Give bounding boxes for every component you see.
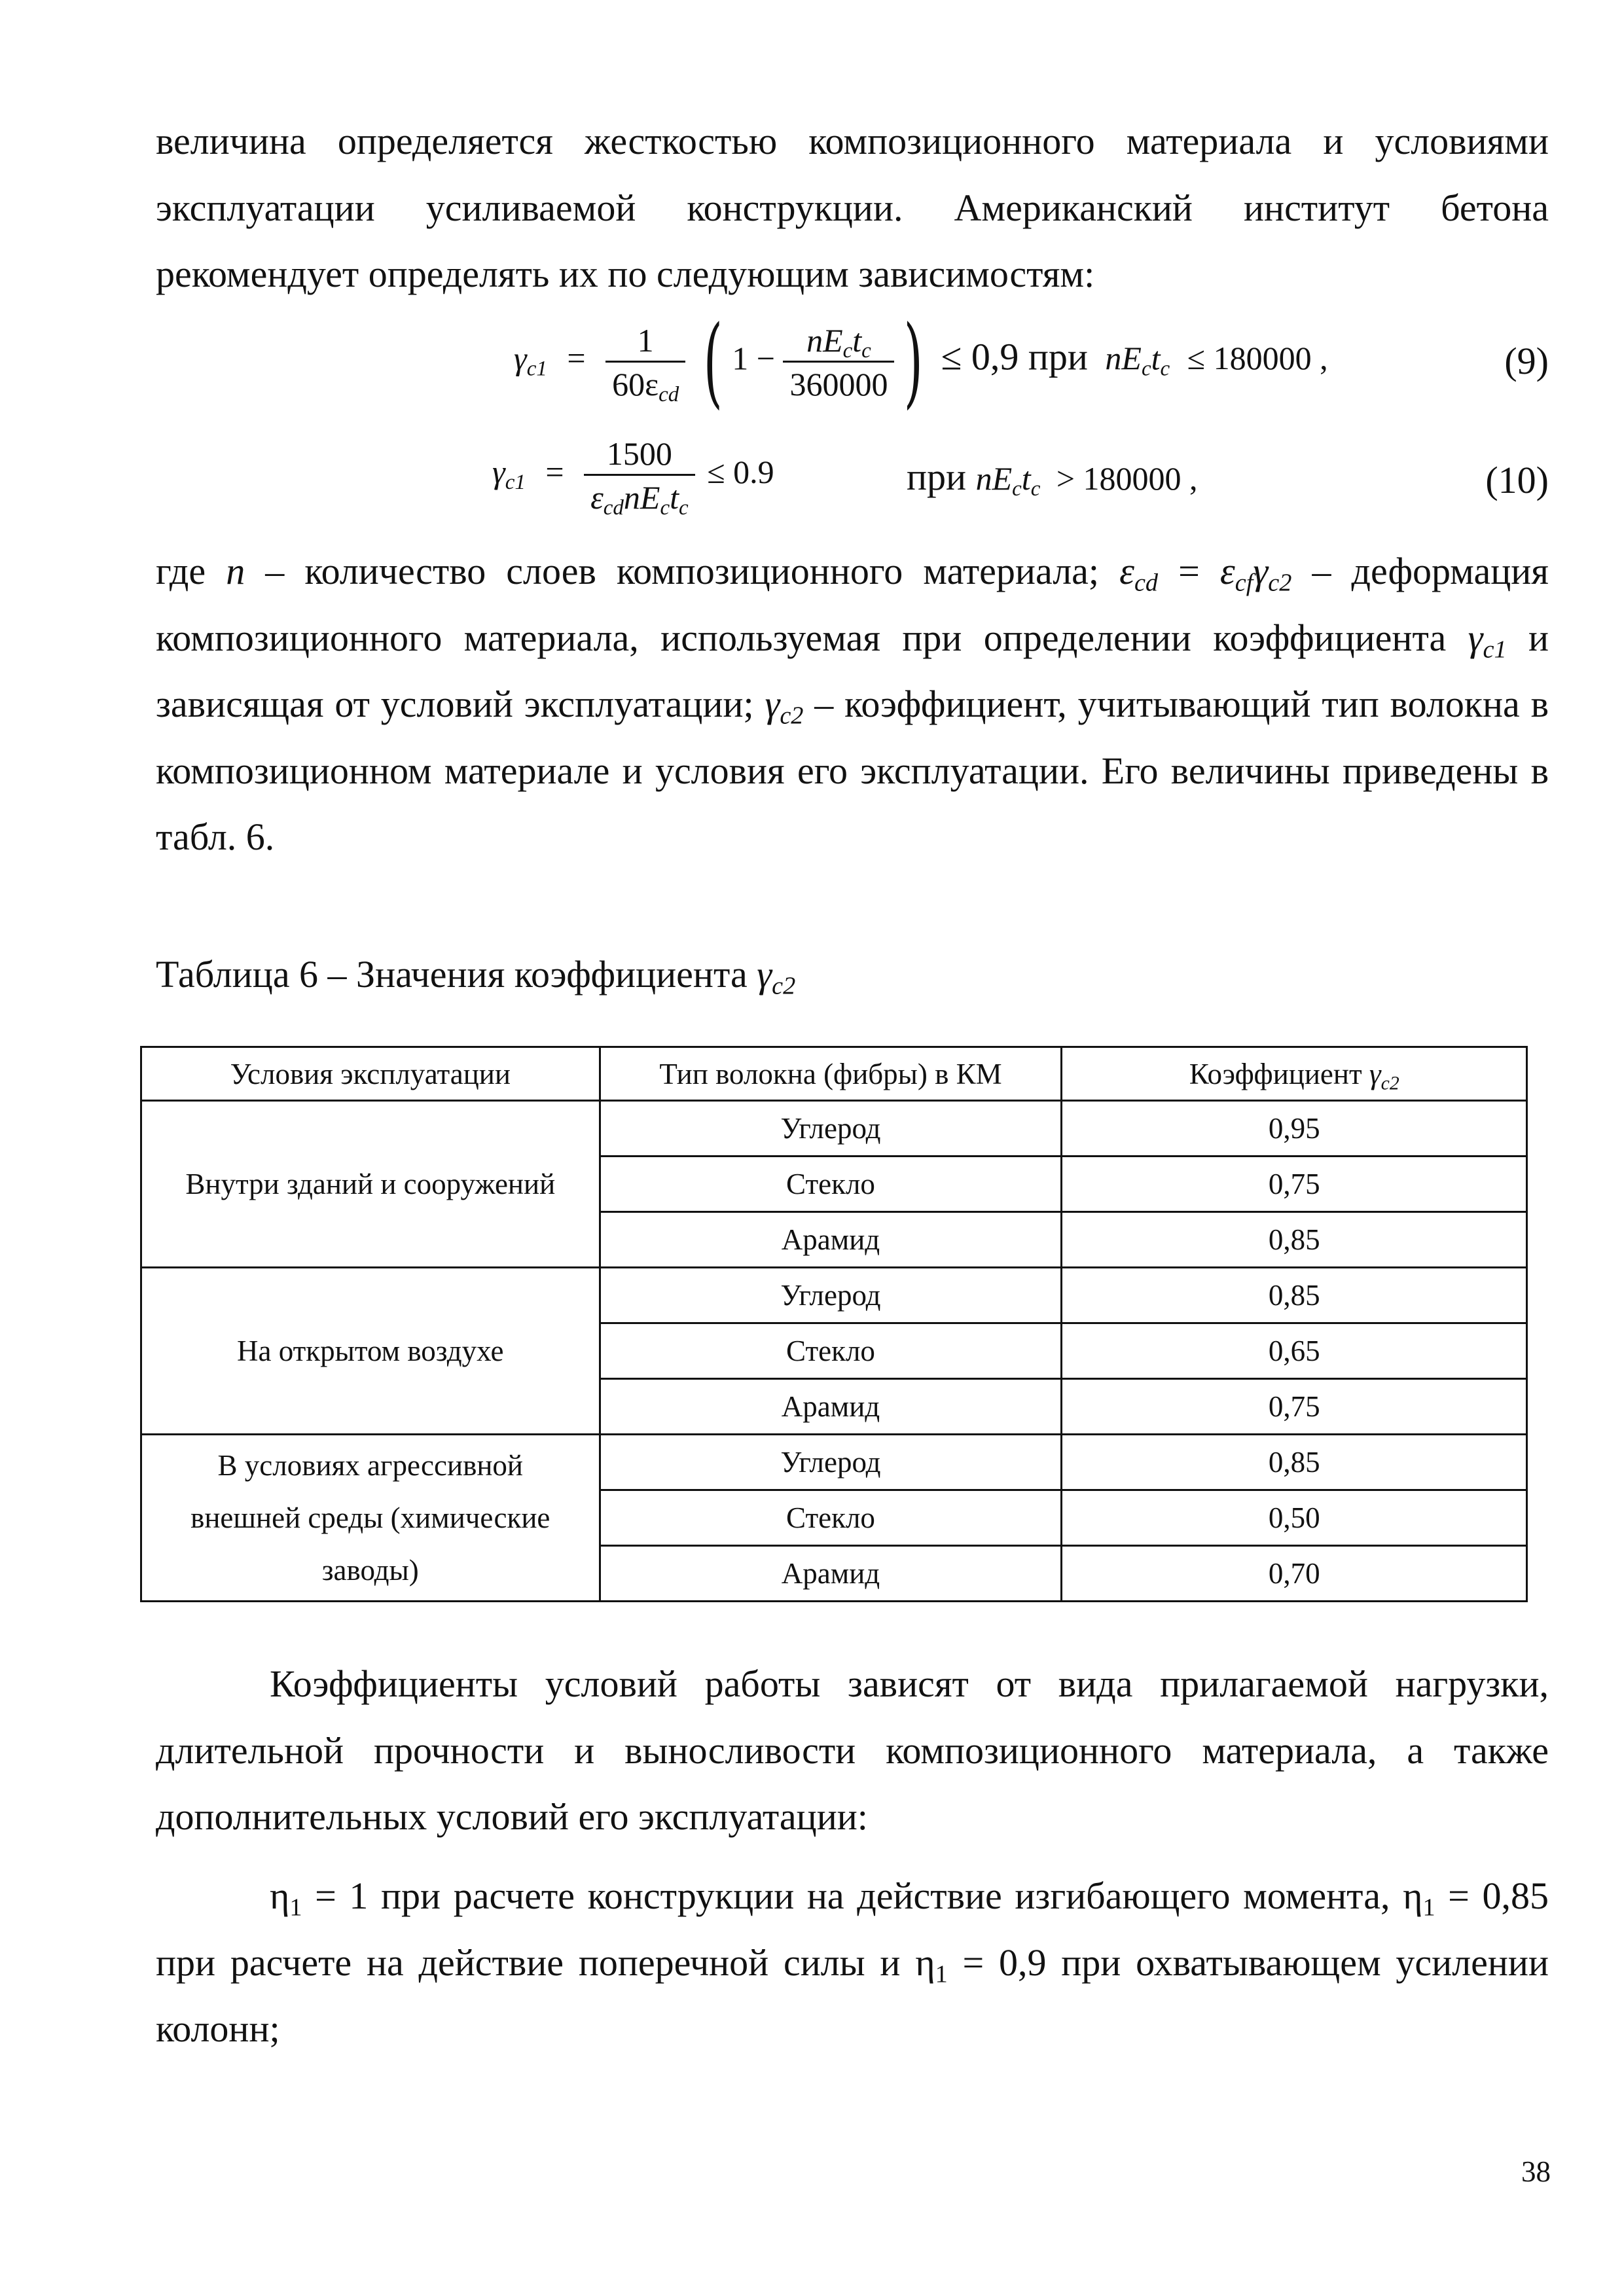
- coefficients-table: [140, 1046, 1528, 1602]
- page-number: 38: [1521, 2155, 1551, 2188]
- p2-text-5: и зависящая от условий эксплуатации;: [156, 616, 1549, 725]
- fiber-cell: Углерод: [600, 1268, 1062, 1323]
- caption-gamma-sub: c2: [772, 972, 796, 1000]
- inner-numerator: [783, 321, 894, 363]
- table-row: [141, 1101, 1527, 1157]
- p2-gamma-c2-sub: c2: [780, 702, 804, 730]
- p2-text-1: где: [156, 550, 226, 592]
- condition-sub1: c: [1012, 477, 1022, 501]
- paragraph-intro-text: величина определяется жесткостью композиционного материала и условиями эксплуатации усиливаемой конструкции. Американский институт бетона рекомендует определять их по следующим зависимостям:: [156, 120, 1549, 295]
- inner-denominator: 360000: [789, 365, 888, 403]
- den-sub2: c: [660, 496, 670, 520]
- condition-text: nE: [975, 460, 1013, 497]
- den-text: 60ε: [612, 365, 659, 403]
- eta-subscript: 1: [289, 1893, 302, 1922]
- p2-text-3: =: [1158, 550, 1220, 592]
- header-coefficient-text: Коэффициент: [1189, 1057, 1369, 1090]
- condition-text: nE: [1105, 340, 1142, 377]
- equation-number-9: (9): [1504, 340, 1549, 382]
- p2-gamma-c1: γ: [1468, 616, 1483, 659]
- coefficient-cell: 0,85: [1062, 1212, 1527, 1268]
- equation-number-10: (10): [1485, 459, 1549, 501]
- fraction-numerator: 1500: [584, 437, 695, 476]
- fraction-denominator: [605, 363, 685, 406]
- condition-relation: > 180000 ,: [1056, 460, 1198, 497]
- eta-symbol: η: [1403, 1874, 1423, 1917]
- relation-text: ≤ 0,9 при: [941, 335, 1088, 378]
- p2-eps-cd: ε: [1119, 550, 1134, 592]
- p2-eps-cd-sub: cd: [1134, 569, 1159, 597]
- one-minus: 1 −: [732, 340, 775, 377]
- p2-gamma-sub: c2: [1268, 569, 1292, 597]
- left-paren: (: [703, 305, 723, 419]
- p4-text-3: = 0,9 при охватывающем усилении колонн;: [156, 1941, 1549, 2050]
- fraction-numerator: 1: [605, 324, 685, 363]
- coefficient-cell: 0,85: [1062, 1268, 1527, 1323]
- right-paren: ): [904, 305, 924, 419]
- header-conditions: Условия эксплуатации: [141, 1047, 600, 1101]
- condition-relation: ≤ 180000 ,: [1187, 340, 1328, 377]
- header-coefficient: [1062, 1047, 1527, 1101]
- eta-subscript: 1: [935, 1960, 948, 1988]
- p2-n: n: [226, 550, 245, 592]
- gamma-subscript: c1: [505, 471, 526, 495]
- p2-text-4: – деформация композиционного материала, используемая при определении коэффициента: [156, 550, 1549, 659]
- caption-gamma: γ: [757, 953, 772, 996]
- fiber-cell: Арамид: [600, 1379, 1062, 1435]
- condition-cell: На открытом воздухе: [141, 1268, 600, 1435]
- p2-text-2: – количество слоев композиционного материала;: [245, 550, 1120, 592]
- den-sub3: c: [679, 496, 689, 520]
- condition-sub2: c: [1160, 357, 1170, 381]
- fiber-cell: Арамид: [600, 1212, 1062, 1268]
- eta-symbol: η: [270, 1874, 290, 1917]
- inner-num-sub2: c: [861, 338, 871, 363]
- condition-line-1: В условиях агрессивной: [217, 1449, 523, 1482]
- p2-eps-cf-sub: cf: [1235, 569, 1254, 597]
- fraction-2: [783, 321, 894, 403]
- p2-eps-cf: ε: [1219, 550, 1235, 592]
- eta-subscript: 1: [1422, 1893, 1435, 1922]
- den-subscript: cd: [659, 382, 679, 406]
- fiber-cell: Стекло: [600, 1323, 1062, 1379]
- fiber-cell: Стекло: [600, 1490, 1062, 1546]
- gamma-symbol: γ: [492, 453, 505, 490]
- equals-sign: =: [567, 340, 586, 377]
- inner-num-sub1: c: [842, 338, 853, 363]
- coefficient-cell: 0,95: [1062, 1101, 1527, 1157]
- relation-text: ≤ 0.9: [707, 453, 774, 490]
- fiber-cell: Углерод: [600, 1435, 1062, 1490]
- p4-text-1: = 1 при расчете конструкции на действие изгибающего момента,: [302, 1874, 1403, 1917]
- condition-sub1: c: [1141, 357, 1151, 381]
- fiber-cell: Углерод: [600, 1101, 1062, 1157]
- fraction: [584, 435, 695, 520]
- fiber-cell: Стекло: [600, 1157, 1062, 1212]
- formula-10: [492, 435, 774, 520]
- den-rest: nE: [623, 479, 660, 516]
- header-gamma-sub: c2: [1380, 1072, 1399, 1094]
- formula-10-condition: [907, 456, 1198, 501]
- den-t: t: [670, 479, 679, 516]
- coefficient-cell: 0,75: [1062, 1379, 1527, 1435]
- paragraph-work-conditions: [156, 1651, 1549, 1850]
- p2-gamma-c1-sub: c1: [1483, 636, 1507, 664]
- eta-symbol: η: [915, 1941, 935, 1984]
- condition-t: t: [1021, 460, 1031, 497]
- gamma-subscript: c1: [526, 357, 547, 381]
- fraction-1: [605, 321, 685, 406]
- table-caption: [156, 952, 796, 1000]
- coefficient-cell: 0,50: [1062, 1490, 1527, 1546]
- gamma-symbol: γ: [514, 340, 527, 377]
- table-row: [141, 1435, 1527, 1490]
- p2-gamma: γ: [1253, 550, 1269, 592]
- fraction-denominator: [584, 476, 695, 520]
- coefficient-cell: 0,70: [1062, 1546, 1527, 1602]
- pri-text: при: [907, 456, 967, 498]
- header-fiber-type: Тип волокна (фибры) в КМ: [600, 1047, 1062, 1101]
- condition-line-2: внешней среды (химические: [190, 1501, 550, 1534]
- paragraph-eta: [156, 1863, 1549, 2062]
- p4-text-2: = 0,85 при расчете на действие поперечной силы и: [156, 1874, 1549, 1984]
- den-eps: ε: [590, 479, 604, 516]
- caption-text: Таблица 6 – Значения коэффициента: [156, 953, 757, 996]
- header-gamma: γ: [1369, 1057, 1381, 1090]
- condition-sub2: c: [1030, 477, 1041, 501]
- equals-sign: =: [545, 453, 564, 490]
- den-sub1: cd: [603, 496, 624, 520]
- paragraph-intro: [156, 108, 1549, 308]
- inner-num-text: nE: [806, 321, 843, 359]
- condition-cell: Внутри зданий и сооружений: [141, 1101, 600, 1268]
- condition-line-3: заводы): [321, 1554, 419, 1587]
- coefficient-cell: 0,85: [1062, 1435, 1527, 1490]
- table-row: [141, 1268, 1527, 1323]
- coefficient-cell: 0,75: [1062, 1157, 1527, 1212]
- condition-t: t: [1151, 340, 1161, 377]
- condition-cell: [141, 1435, 600, 1602]
- coefficient-cell: 0,65: [1062, 1323, 1527, 1379]
- p2-gamma-c2: γ: [765, 683, 780, 725]
- table-header-row: [141, 1047, 1527, 1101]
- p2-text-6: – коэффициент, учитывающий тип волокна в композиционном материале и условия его эксплуатации. Его величины приведены в табл. 6.: [156, 683, 1549, 858]
- paragraph-definitions: [156, 538, 1549, 870]
- paragraph-work-conditions-text: Коэффициенты условий работы зависят от вида прилагаемой нагрузки, длительной прочности и выносливости композиционного материала, а также дополнительных условий его эксплуатации:: [156, 1662, 1549, 1838]
- formula-9: [514, 305, 1328, 419]
- inner-num-t: t: [852, 321, 862, 359]
- fiber-cell: Арамид: [600, 1546, 1062, 1602]
